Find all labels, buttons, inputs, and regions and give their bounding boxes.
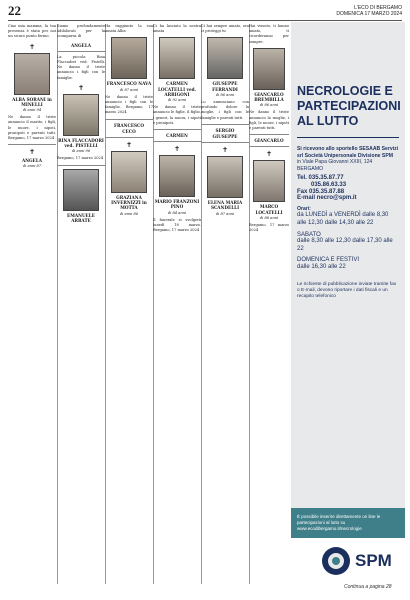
sidebar-title-line: PARTECIPAZIONI bbox=[297, 99, 401, 113]
obituary-text: Ne danno il triste annuncio le figlie, il figlio, i generi, la nuora, i nipoti e pronipoti. bbox=[153, 105, 201, 125]
email-address[interactable]: E-mail necro@spm.it bbox=[297, 195, 357, 202]
deceased-age: di 87 anni bbox=[119, 87, 139, 92]
deceased-name: GIANCARLO bbox=[254, 138, 284, 144]
deceased-age: di anni 87 bbox=[22, 164, 42, 169]
portrait-photo bbox=[14, 53, 50, 95]
cross-icon: ✝ bbox=[29, 42, 35, 51]
saturday-hours: dalle 8,30 alle 12,30 dalle 17,30 alle 22 bbox=[297, 238, 393, 252]
paper-title: L'ECO DI BERGAMO bbox=[354, 5, 402, 11]
logo-text: SPM bbox=[355, 551, 392, 570]
deceased-age: di anni 86 bbox=[119, 211, 139, 216]
deceased-name: ANGELA bbox=[21, 158, 43, 164]
deceased-name: EMANUELE ARRATE bbox=[67, 212, 95, 223]
deceased-name: ALBA SORANI in MINELLI bbox=[12, 96, 52, 107]
deceased-name: CECO bbox=[122, 128, 136, 134]
page-number: 22 bbox=[8, 3, 21, 18]
cross-icon: ✝ bbox=[78, 83, 84, 92]
phone-number: Tel. 035.35.87.77 bbox=[297, 175, 344, 182]
obituary-text: La piccola Rina Flaccadori ved. Pistelli. Ne danno il triste annuncio i figli con le famiglie. bbox=[57, 54, 105, 80]
hours-label: Orari: bbox=[297, 205, 311, 212]
obituary-text: Bergamo, 17 marzo 2024 bbox=[57, 156, 104, 161]
portrait-photo bbox=[63, 169, 99, 211]
sidebar-title-line: AL LUTTO bbox=[297, 114, 359, 128]
continued-notice: Continua a pagina 28 bbox=[344, 584, 392, 590]
deceased-name: ELENA MARIA SCANDELLI bbox=[207, 200, 243, 211]
obituary-text: Il funerale si svolgerà lunedì 18 marzo. Bergamo, 17 marzo 2024 bbox=[153, 217, 201, 233]
deceased-name: MARIO FRANZONI PINO bbox=[154, 199, 200, 210]
portrait-photo bbox=[253, 48, 285, 90]
cross-icon: ✝ bbox=[266, 150, 272, 159]
deceased-name: CARMEN bbox=[166, 133, 188, 139]
deceased-age: di 92 anni bbox=[167, 98, 187, 103]
deceased-name: GIUSEPPE FERRANDI bbox=[212, 81, 238, 92]
phone-number-2: 035.86.63.33 bbox=[311, 181, 347, 188]
portrait-photo bbox=[207, 37, 243, 79]
deceased-name: SERGIO bbox=[215, 127, 235, 133]
divider bbox=[249, 134, 289, 135]
weekday-hours: da LUNEDÌ a VENERDÌ dalle 8,30 alle 12,30 dalle 14,30 alle 22 bbox=[297, 212, 389, 226]
portrait-photo bbox=[159, 155, 195, 197]
obituary-column-2 bbox=[57, 24, 105, 224]
portrait-photo bbox=[159, 37, 195, 79]
deceased-age: di 84 anni bbox=[167, 210, 187, 215]
obituary-text: Ne danno il triste annuncio i figli con le famiglie. Bergamo, 17 marzo 2024 bbox=[105, 94, 153, 115]
cross-icon: ✝ bbox=[222, 146, 228, 155]
page-header bbox=[8, 4, 402, 21]
divider bbox=[57, 165, 105, 166]
obituary-text: Bergamo, 17 marzo 2024 bbox=[249, 223, 289, 233]
necrology-info-sidebar bbox=[291, 22, 405, 508]
deceased-name: CARMEN LOCATELLI ved. ARRIGONI bbox=[157, 81, 197, 97]
fax-number: Fax 035.35.87.88 bbox=[297, 188, 345, 195]
online-notice-banner[interactable]: È possibile inserire direttamente on line le partecipazioni al lutto su www.ecodibergamo.it/necrologie bbox=[291, 508, 405, 538]
deceased-name: FRANCESCO NAVA bbox=[106, 81, 152, 87]
deceased-name: FRANCESCO bbox=[113, 122, 145, 128]
obituary-text: Ci hai sempre amato, ora ci proteggi tu bbox=[201, 24, 249, 34]
obituary-text: Ha raggiunto la sua amata Alba bbox=[105, 24, 153, 34]
obituary-text: Ciao mia mamma, la tua presenza è stata per noi un sicuro punto fermo. bbox=[8, 24, 56, 39]
deceased-age: di 86 anni bbox=[259, 103, 279, 108]
deceased-name: MARCO LOCATELLI bbox=[255, 204, 283, 215]
sidebar-address: in Viale Papa Giovanni XXIII, 124 BERGAMO bbox=[297, 159, 373, 172]
divider bbox=[297, 137, 399, 138]
sidebar-title bbox=[297, 84, 405, 129]
sidebar-contact bbox=[297, 146, 399, 300]
portrait-photo bbox=[253, 160, 285, 202]
divider bbox=[153, 129, 201, 130]
saturday-label: SABATO bbox=[297, 231, 321, 238]
sunday-hours: dalle 16,30 alle 22 bbox=[297, 263, 346, 270]
obituary-text: Siamo profondamente addolorati per la scomparsa di bbox=[57, 24, 105, 39]
deceased-name: GIUSEPPE bbox=[212, 134, 238, 140]
divider bbox=[57, 51, 105, 52]
obituary-text: Ne danno il triste annuncio il marito, i figli, le nuore, i nipoti, pronipoti e parenti tutti. Bergamo, 17 marzo 2024 bbox=[8, 115, 56, 141]
deceased-name: ANGELA bbox=[70, 42, 92, 48]
portrait-photo bbox=[111, 151, 147, 193]
sidebar-note: Le richieste di pubblicazione inviate tramite fax o E-mail, devono riportare i dati fiscali e un recapito telefonico bbox=[297, 281, 397, 299]
portrait-photo bbox=[63, 94, 99, 136]
portrait-photo bbox=[207, 156, 243, 198]
paper-masthead bbox=[336, 5, 402, 17]
divider bbox=[105, 137, 153, 138]
divider bbox=[8, 144, 56, 145]
sidebar-intro: Si ricevono allo sportello SESAAB Servizi srl Società Unipersonale Divisione SPM bbox=[297, 146, 399, 159]
cross-icon: ✝ bbox=[126, 141, 132, 150]
obituary-column-4 bbox=[153, 24, 201, 236]
sunday-label: DOMENICA E FESTIVI bbox=[297, 257, 360, 264]
deceased-age: di 87 anni bbox=[215, 211, 235, 216]
deceased-age: di 88 anni bbox=[259, 215, 279, 220]
obituary-column-1 bbox=[8, 24, 56, 172]
deceased-age: di anni 94 bbox=[22, 108, 42, 113]
deceased-name: RINA FLACCADORI ved. PISTELLI bbox=[58, 137, 104, 149]
deceased-name: GIANCARLO BREMBILLA bbox=[254, 91, 284, 103]
obituary-column-3 bbox=[105, 24, 153, 219]
obituary-text: Hai vissuto, ti hanno amato, ti ricorderanno per sempre. bbox=[249, 24, 289, 44]
obituary-column-6 bbox=[249, 24, 289, 236]
divider bbox=[153, 141, 201, 142]
deceased-age: di 86 anni bbox=[215, 92, 235, 97]
deceased-age: di anni 96 bbox=[71, 149, 91, 154]
portrait-photo bbox=[111, 37, 147, 79]
obituary-text: Lo annunciano con profondo dolore la moglie, i figli con le famiglie e parenti tutti. bbox=[201, 100, 249, 120]
obituary-text: Ci ha lasciato la nostra amata bbox=[153, 24, 201, 34]
paper-date: DOMENICA 17 MARZO 2024 bbox=[336, 11, 402, 17]
divider bbox=[201, 142, 249, 143]
obituary-column-5 bbox=[201, 24, 249, 219]
divider bbox=[249, 146, 289, 147]
obituary-text: Ne danno il triste annuncio la moglie, i figli, le nuore, i nipoti e parenti tutti. bbox=[249, 110, 289, 131]
divider bbox=[105, 119, 153, 120]
deceased-name: GRAZIANA INVERNIZZI in MOTTA bbox=[111, 195, 147, 211]
cross-icon: ✝ bbox=[29, 148, 35, 157]
cross-icon: ✝ bbox=[174, 145, 180, 154]
sidebar-title-line: NECROLOGIE E bbox=[297, 84, 393, 98]
divider bbox=[201, 124, 249, 125]
